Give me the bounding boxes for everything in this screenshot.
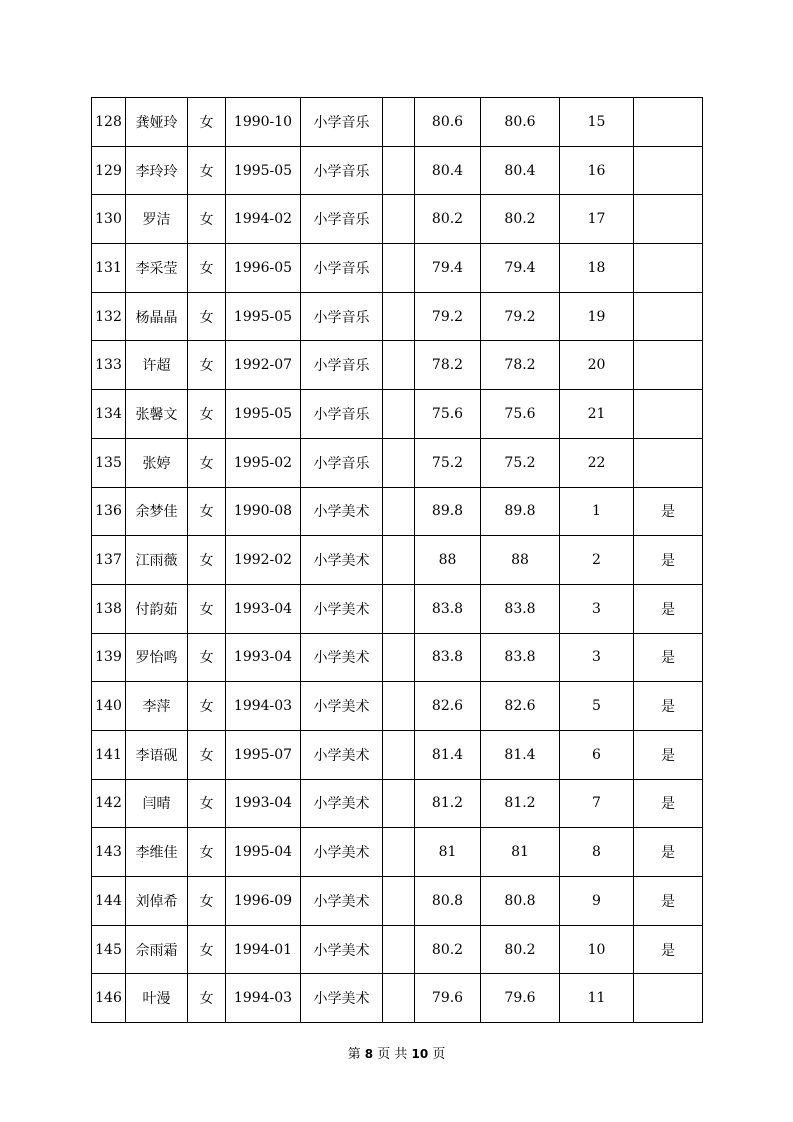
- footer-suffix: 页: [428, 1047, 446, 1062]
- score-cell: 81.4: [415, 730, 481, 779]
- total-score-cell: 80.2: [481, 925, 560, 974]
- blank-cell: [383, 390, 415, 439]
- selected-cell: 是: [634, 730, 703, 779]
- row-number-cell: 136: [92, 487, 126, 536]
- birth-date-cell: 1996-05: [226, 244, 301, 293]
- gender-cell: 女: [188, 438, 226, 487]
- subject-cell: 小学美术: [301, 584, 383, 633]
- subject-cell: 小学美术: [301, 536, 383, 585]
- gender-cell: 女: [188, 244, 226, 293]
- score-cell: 80.2: [415, 195, 481, 244]
- blank-cell: [383, 974, 415, 1023]
- total-score-cell: 80.8: [481, 877, 560, 926]
- birth-date-cell: 1995-07: [226, 730, 301, 779]
- table-row: [92, 341, 703, 390]
- gender-cell: 女: [188, 487, 226, 536]
- total-score-cell: 88: [481, 536, 560, 585]
- name-cell: 闫晴: [126, 779, 188, 828]
- subject-cell: 小学美术: [301, 682, 383, 731]
- selected-cell: [634, 292, 703, 341]
- subject-cell: 小学美术: [301, 925, 383, 974]
- name-cell: 李玲玲: [126, 146, 188, 195]
- name-cell: 罗怡鸣: [126, 633, 188, 682]
- birth-date-cell: 1990-10: [226, 98, 301, 147]
- total-score-cell: 80.2: [481, 195, 560, 244]
- name-cell: 佘雨霜: [126, 925, 188, 974]
- rank-cell: 22: [560, 438, 634, 487]
- birth-date-cell: 1990-08: [226, 487, 301, 536]
- rank-cell: 19: [560, 292, 634, 341]
- row-number-cell: 133: [92, 341, 126, 390]
- table-row: [92, 244, 703, 293]
- blank-cell: [383, 828, 415, 877]
- blank-cell: [383, 877, 415, 926]
- birth-date-cell: 1993-04: [226, 779, 301, 828]
- rank-cell: 20: [560, 341, 634, 390]
- total-score-cell: 82.6: [481, 682, 560, 731]
- row-number-cell: 132: [92, 292, 126, 341]
- total-score-cell: 83.8: [481, 584, 560, 633]
- name-cell: 李维佳: [126, 828, 188, 877]
- row-number-cell: 143: [92, 828, 126, 877]
- selected-cell: [634, 974, 703, 1023]
- total-score-cell: 79.2: [481, 292, 560, 341]
- gender-cell: 女: [188, 633, 226, 682]
- total-score-cell: 75.2: [481, 438, 560, 487]
- total-score-cell: 81.2: [481, 779, 560, 828]
- blank-cell: [383, 98, 415, 147]
- blank-cell: [383, 779, 415, 828]
- name-cell: 李萍: [126, 682, 188, 731]
- birth-date-cell: 1995-05: [226, 146, 301, 195]
- table-row: [92, 536, 703, 585]
- rank-cell: 21: [560, 390, 634, 439]
- current-page-number: 8: [364, 1047, 374, 1061]
- row-number-cell: 131: [92, 244, 126, 293]
- gender-cell: 女: [188, 828, 226, 877]
- blank-cell: [383, 584, 415, 633]
- total-score-cell: 79.4: [481, 244, 560, 293]
- gender-cell: 女: [188, 390, 226, 439]
- birth-date-cell: 1994-01: [226, 925, 301, 974]
- rank-cell: 3: [560, 584, 634, 633]
- birth-date-cell: 1995-02: [226, 438, 301, 487]
- row-number-cell: 145: [92, 925, 126, 974]
- row-number-cell: 130: [92, 195, 126, 244]
- score-cell: 82.6: [415, 682, 481, 731]
- selected-cell: [634, 390, 703, 439]
- table-row: [92, 98, 703, 147]
- score-cell: 75.2: [415, 438, 481, 487]
- table-row: [92, 487, 703, 536]
- total-score-cell: 81.4: [481, 730, 560, 779]
- selected-cell: [634, 98, 703, 147]
- total-score-cell: 80.4: [481, 146, 560, 195]
- score-cell: 88: [415, 536, 481, 585]
- total-score-cell: 81: [481, 828, 560, 877]
- blank-cell: [383, 341, 415, 390]
- score-cell: 80.8: [415, 877, 481, 926]
- name-cell: 余梦佳: [126, 487, 188, 536]
- table-row: [92, 584, 703, 633]
- subject-cell: 小学美术: [301, 730, 383, 779]
- name-cell: 刘倬希: [126, 877, 188, 926]
- rank-cell: 2: [560, 536, 634, 585]
- birth-date-cell: 1993-04: [226, 633, 301, 682]
- total-score-cell: 78.2: [481, 341, 560, 390]
- score-cell: 83.8: [415, 633, 481, 682]
- gender-cell: 女: [188, 925, 226, 974]
- selected-cell: 是: [634, 779, 703, 828]
- footer-prefix: 第: [347, 1047, 365, 1062]
- row-number-cell: 128: [92, 98, 126, 147]
- blank-cell: [383, 244, 415, 293]
- name-cell: 李采莹: [126, 244, 188, 293]
- table-row: [92, 292, 703, 341]
- blank-cell: [383, 925, 415, 974]
- rank-cell: 15: [560, 98, 634, 147]
- row-number-cell: 142: [92, 779, 126, 828]
- score-cell: 78.2: [415, 341, 481, 390]
- page-footer: [0, 1043, 793, 1062]
- table-row: [92, 438, 703, 487]
- table-row: [92, 682, 703, 731]
- score-cell: 75.6: [415, 390, 481, 439]
- blank-cell: [383, 487, 415, 536]
- rank-cell: 7: [560, 779, 634, 828]
- score-cell: 79.4: [415, 244, 481, 293]
- table-row: [92, 633, 703, 682]
- rank-cell: 3: [560, 633, 634, 682]
- score-cell: 79.2: [415, 292, 481, 341]
- subject-cell: 小学美术: [301, 779, 383, 828]
- table-row: [92, 390, 703, 439]
- selected-cell: 是: [634, 536, 703, 585]
- rank-cell: 1: [560, 487, 634, 536]
- blank-cell: [383, 536, 415, 585]
- selected-cell: 是: [634, 584, 703, 633]
- score-cell: 79.6: [415, 974, 481, 1023]
- gender-cell: 女: [188, 682, 226, 731]
- selected-cell: 是: [634, 682, 703, 731]
- blank-cell: [383, 146, 415, 195]
- name-cell: 叶漫: [126, 974, 188, 1023]
- gender-cell: 女: [188, 146, 226, 195]
- total-score-cell: 75.6: [481, 390, 560, 439]
- table-row: [92, 828, 703, 877]
- birth-date-cell: 1992-07: [226, 341, 301, 390]
- birth-date-cell: 1992-02: [226, 536, 301, 585]
- birth-date-cell: 1995-04: [226, 828, 301, 877]
- table-row: [92, 146, 703, 195]
- blank-cell: [383, 682, 415, 731]
- birth-date-cell: 1994-02: [226, 195, 301, 244]
- total-score-cell: 83.8: [481, 633, 560, 682]
- total-page-count: 10: [411, 1047, 429, 1061]
- name-cell: 李语砚: [126, 730, 188, 779]
- gender-cell: 女: [188, 584, 226, 633]
- subject-cell: 小学美术: [301, 877, 383, 926]
- selected-cell: [634, 146, 703, 195]
- gender-cell: 女: [188, 292, 226, 341]
- row-number-cell: 141: [92, 730, 126, 779]
- name-cell: 龚娅玲: [126, 98, 188, 147]
- row-number-cell: 129: [92, 146, 126, 195]
- birth-date-cell: 1993-04: [226, 584, 301, 633]
- blank-cell: [383, 730, 415, 779]
- score-cell: 80.6: [415, 98, 481, 147]
- name-cell: 杨晶晶: [126, 292, 188, 341]
- row-number-cell: 140: [92, 682, 126, 731]
- table-body: [92, 98, 703, 1023]
- gender-cell: 女: [188, 877, 226, 926]
- score-cell: 80.2: [415, 925, 481, 974]
- total-score-cell: 79.6: [481, 974, 560, 1023]
- selected-cell: 是: [634, 828, 703, 877]
- selected-cell: 是: [634, 925, 703, 974]
- name-cell: 许超: [126, 341, 188, 390]
- selected-cell: [634, 438, 703, 487]
- gender-cell: 女: [188, 195, 226, 244]
- table-row: [92, 779, 703, 828]
- selected-cell: 是: [634, 877, 703, 926]
- selected-cell: 是: [634, 633, 703, 682]
- table-row: [92, 974, 703, 1023]
- subject-cell: 小学音乐: [301, 341, 383, 390]
- table-row: [92, 195, 703, 244]
- gender-cell: 女: [188, 341, 226, 390]
- rank-cell: 11: [560, 974, 634, 1023]
- name-cell: 张婷: [126, 438, 188, 487]
- row-number-cell: 134: [92, 390, 126, 439]
- score-cell: 81: [415, 828, 481, 877]
- subject-cell: 小学音乐: [301, 244, 383, 293]
- score-cell: 83.8: [415, 584, 481, 633]
- table-row: [92, 730, 703, 779]
- score-cell: 80.4: [415, 146, 481, 195]
- rank-cell: 5: [560, 682, 634, 731]
- row-number-cell: 138: [92, 584, 126, 633]
- footer-middle: 页 共: [373, 1047, 412, 1062]
- selected-cell: [634, 195, 703, 244]
- rank-cell: 16: [560, 146, 634, 195]
- subject-cell: 小学美术: [301, 487, 383, 536]
- score-cell: 89.8: [415, 487, 481, 536]
- gender-cell: 女: [188, 730, 226, 779]
- gender-cell: 女: [188, 779, 226, 828]
- name-cell: 江雨薇: [126, 536, 188, 585]
- blank-cell: [383, 438, 415, 487]
- row-number-cell: 139: [92, 633, 126, 682]
- birth-date-cell: 1994-03: [226, 682, 301, 731]
- subject-cell: 小学美术: [301, 828, 383, 877]
- rank-cell: 6: [560, 730, 634, 779]
- total-score-cell: 89.8: [481, 487, 560, 536]
- name-cell: 罗洁: [126, 195, 188, 244]
- birth-date-cell: 1995-05: [226, 390, 301, 439]
- subject-cell: 小学音乐: [301, 292, 383, 341]
- table-row: [92, 877, 703, 926]
- total-score-cell: 80.6: [481, 98, 560, 147]
- birth-date-cell: 1995-05: [226, 292, 301, 341]
- rank-cell: 18: [560, 244, 634, 293]
- name-cell: 张馨文: [126, 390, 188, 439]
- subject-cell: 小学音乐: [301, 390, 383, 439]
- subject-cell: 小学美术: [301, 633, 383, 682]
- subject-cell: 小学美术: [301, 974, 383, 1023]
- birth-date-cell: 1996-09: [226, 877, 301, 926]
- blank-cell: [383, 195, 415, 244]
- name-cell: 付韵茹: [126, 584, 188, 633]
- score-cell: 81.2: [415, 779, 481, 828]
- subject-cell: 小学音乐: [301, 146, 383, 195]
- selected-cell: [634, 341, 703, 390]
- rank-cell: 8: [560, 828, 634, 877]
- blank-cell: [383, 292, 415, 341]
- subject-cell: 小学音乐: [301, 195, 383, 244]
- subject-cell: 小学音乐: [301, 98, 383, 147]
- blank-cell: [383, 633, 415, 682]
- selected-cell: [634, 244, 703, 293]
- row-number-cell: 137: [92, 536, 126, 585]
- birth-date-cell: 1994-03: [226, 974, 301, 1023]
- results-table: [91, 97, 703, 1023]
- table-row: [92, 925, 703, 974]
- row-number-cell: 146: [92, 974, 126, 1023]
- gender-cell: 女: [188, 974, 226, 1023]
- gender-cell: 女: [188, 98, 226, 147]
- gender-cell: 女: [188, 536, 226, 585]
- rank-cell: 9: [560, 877, 634, 926]
- row-number-cell: 135: [92, 438, 126, 487]
- row-number-cell: 144: [92, 877, 126, 926]
- subject-cell: 小学音乐: [301, 438, 383, 487]
- selected-cell: 是: [634, 487, 703, 536]
- rank-cell: 17: [560, 195, 634, 244]
- rank-cell: 10: [560, 925, 634, 974]
